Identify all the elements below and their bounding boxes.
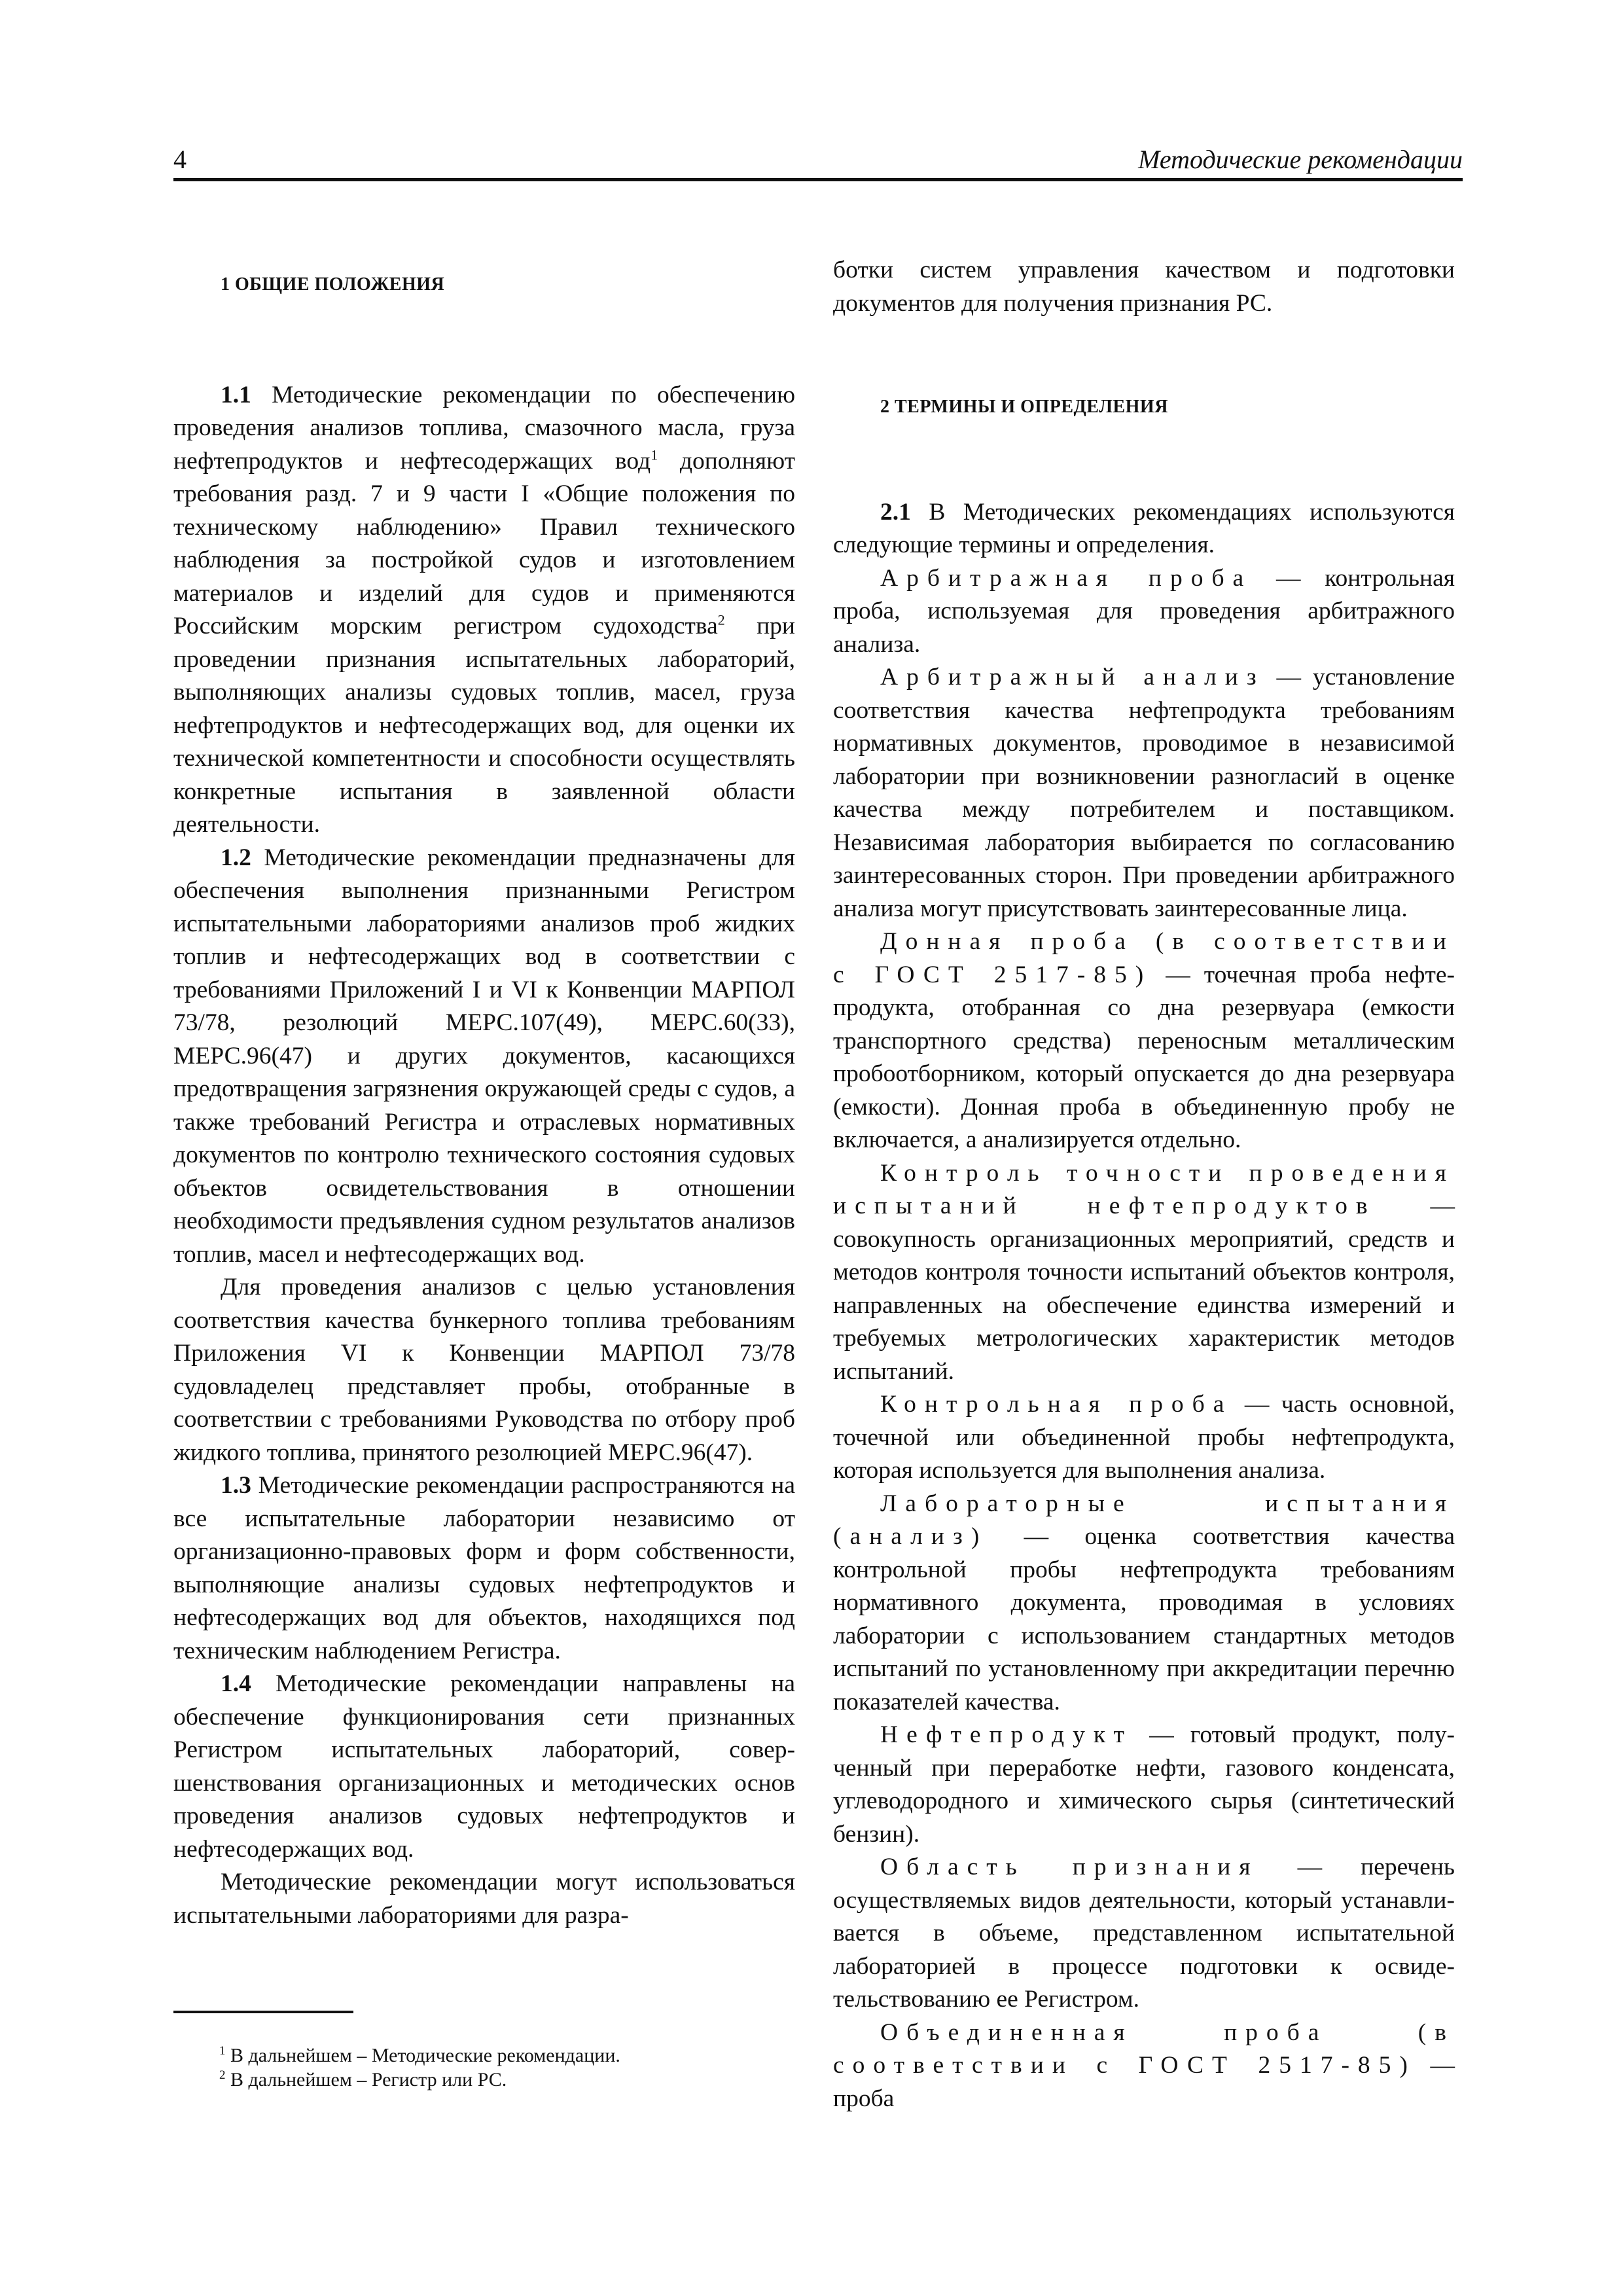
term-text: — готовый продукт, полученный при переработке нефти, газового конденсата, углеводородного и химического сырья (синтетический бензин). — [833, 1721, 1455, 1848]
term-name: Донная проба (в соответствии с ГОСТ 2517-85) — [833, 928, 1455, 988]
paragraph-2-1 — [833, 496, 1455, 562]
term-name: Область признания — [880, 1854, 1259, 1880]
term-name: Объединенная проба (в соответствии с ГОСТ 2517-85) — [833, 2018, 1455, 2079]
term-text: — контрольная проба, используемая для проведения арбитражного анализа. — [833, 564, 1455, 658]
section-1-heading: 1 ОБЩИЕ ПОЛОЖЕНИЯ — [221, 274, 445, 295]
term-definition — [833, 1851, 1455, 2017]
term-definition — [833, 1719, 1455, 1851]
paragraph-text: Методические рекомендации предназначены для обеспечения выполнения признанными Регистром испытательными лабораториями анализов проб жидких топлив и нефтесодержащих вод в соответствии с требованиями Приложений I и VI к Конвенции МАРПОЛ 73/78, резолюций МЕРС.107(49), МЕРС.60(33), МЕРС.96(47) и других документов, касающихся предотвращения загрязнения окружающей среды с судов, а также требований Регистра и отраслевых нормативных документов по контролю технического состояния судовых объектов освидетельствования в отношении необходимости предъявления судном результатов анализов топлив, масел и нефтесодержащих вод. — [173, 844, 795, 1268]
term-text: — перечень осуществляемых видов деятельности, который устанавливается в объеме, представленном испытательной лабораторией в процессе подготовки к освидетельствованию ее Регистром. — [833, 1854, 1455, 2013]
right-column — [833, 254, 1455, 2115]
term-definition — [833, 925, 1455, 1157]
term-name: Лабораторные испытания (анализ) — [833, 1490, 1455, 1550]
term-name: Арбитражная проба — [880, 564, 1253, 592]
term-definition — [833, 2017, 1455, 2116]
footnote-2 — [219, 2068, 743, 2092]
term-name: Контроль точности проведения испытаний нефтепродуктов — [833, 1159, 1455, 1219]
page-number: 4 — [173, 145, 187, 174]
paragraph-number: 1.2 — [221, 844, 251, 871]
paragraph-1-1 — [173, 379, 795, 842]
paragraph-text: В Методических рекомендациях используются следующие термины и определения. — [833, 498, 1455, 558]
footnote-1 — [219, 2043, 743, 2068]
term-text: — точечная проба нефтепродукта, отобранная со дна резервуара (емкости транспортного средства) переносным металлическим пробоотборником, который опускается до дна резервуара (емкости). Донная проба в объединенную пробу не включается, а анализируется отдельно. — [833, 961, 1455, 1153]
paragraph-usage: Методические рекомендации могут использоваться испытательными лабораториями для разра- — [173, 1869, 795, 1929]
footnote-text: В дальнейшем – Регистр или РС. — [225, 2069, 507, 2090]
paragraph-number: 1.3 — [221, 1472, 251, 1499]
term-definition — [833, 1157, 1455, 1389]
footnote-ref: 1 — [651, 446, 658, 463]
footnote-ref: 2 — [717, 611, 725, 628]
running-header — [173, 139, 1463, 178]
term-text: — проба — [833, 2052, 1455, 2112]
term-definition — [833, 661, 1455, 925]
term-name: Арбитражный анализ — [880, 664, 1265, 691]
term-text: — совокупность организационных мероприятий, средств и методов контроля точности испытаний объектов контроля, направленных на обеспечение единства измерений и требуемых метрологических характеристик методов испытаний. — [833, 1193, 1455, 1385]
running-title: Методические рекомендации — [1138, 145, 1463, 174]
left-column — [173, 249, 795, 1932]
footnotes — [219, 2043, 743, 2092]
terms-list — [833, 562, 1455, 2116]
header-rule — [173, 178, 1463, 181]
paragraph-number: 1.4 — [221, 1670, 251, 1697]
paragraph-bunker-fuel: Для проведения анализов с целью установления соответствия качества бункерного топлива требованиям Приложения VI к Конвенции МАРПОЛ 73/78 судовладелец представляет пробы, отобранные в соответствии с требованиями Руководства по отбору проб жидкого топлива, принятого резолюцией МЕРС.96(47). — [173, 1274, 795, 1466]
footnote-text: В дальнейшем – Методические рекомендации. — [225, 2045, 620, 2066]
term-name: Контрольная проба — [880, 1391, 1233, 1418]
footnote-rule — [173, 2011, 353, 2013]
term-name: Нефтепродукт — [880, 1721, 1133, 1748]
footnote-mark: 1 — [219, 2044, 226, 2058]
term-definition — [833, 1488, 1455, 1719]
paragraph-text: при проведении признания испытательных лабораторий, выполняющих анализы судовых топлив, масел, груза нефтепродуктов и нефтесодержащих вод, для оценки их технической компетентности и способности осуществлять конкретные испытания в заявленной области деятельности. — [173, 613, 795, 838]
term-text: — оценка соответствия качества контрольной пробы нефтепродукта требованиям нормативного документа, проводимая в условиях лаборатории с использованием стандартных методов испытаний по установленному при аккредитации перечню показателей качества. — [833, 1523, 1455, 1715]
term-definition — [833, 1388, 1455, 1488]
footnote-mark: 2 — [219, 2068, 226, 2082]
paragraph-1-2 — [173, 842, 795, 1272]
paragraph-1-3 — [173, 1469, 795, 1668]
paragraph-text: Методические рекомендации направлены на обеспечение функционирования сети признанных Регистром испытательных лабораторий, совершенствования организационных и методических основ проведения анализов судовых нефтепродуктов и нефтесодержащих вод. — [173, 1670, 795, 1863]
paragraph-text: Методические рекомендации по обеспечению проведения анализов топлива, смазочного масла, груза нефтепродуктов и нефтесодержащих вод — [173, 381, 795, 475]
paragraph-text: дополняют требования разд. 7 и 9 части I «Общие положения по техническому наблюдению» Правил технического наблюдения за постройкой судов и изготовлением материалов и изделий для судов и применяются Российским морским регистром судоходства — [173, 447, 796, 639]
term-text: — часть основной, точечной или объединенной пробы нефтепродукта, которая используется для выполнения анализа. — [833, 1391, 1455, 1484]
paragraph-number: 1.1 — [221, 381, 251, 408]
paragraph-number: 2.1 — [880, 498, 911, 526]
term-definition — [833, 562, 1455, 662]
paragraph-1-4 — [173, 1668, 795, 1866]
paragraph-text: Методические рекомендации распространяются на все испытательные лаборатории независимо от организационно-правовых форм и форм собственности, выполняющие анализы судовых нефтепродуктов и нефтесодержащих вод для объектов, находящихся под техническим наблюдением Регистра. — [173, 1472, 795, 1664]
paragraph-continued: ботки систем управления качеством и подготовки документов для получения признания РС. — [833, 257, 1455, 317]
section-2-heading: 2 ТЕРМИНЫ И ОПРЕДЕЛЕНИЯ — [880, 397, 1168, 417]
term-text: — установление соответствия качества нефтепродукта требованиям нормативных документов, проводимое в независимой лаборатории при возникновении разногласий в оценке качества между потребителем и поставщиком. Независимая лаборатория выбирается по согласованию заинтересованных сторон. При проведении арбитражного анализа могут присутствовать заинтересованные лица. — [833, 664, 1455, 922]
